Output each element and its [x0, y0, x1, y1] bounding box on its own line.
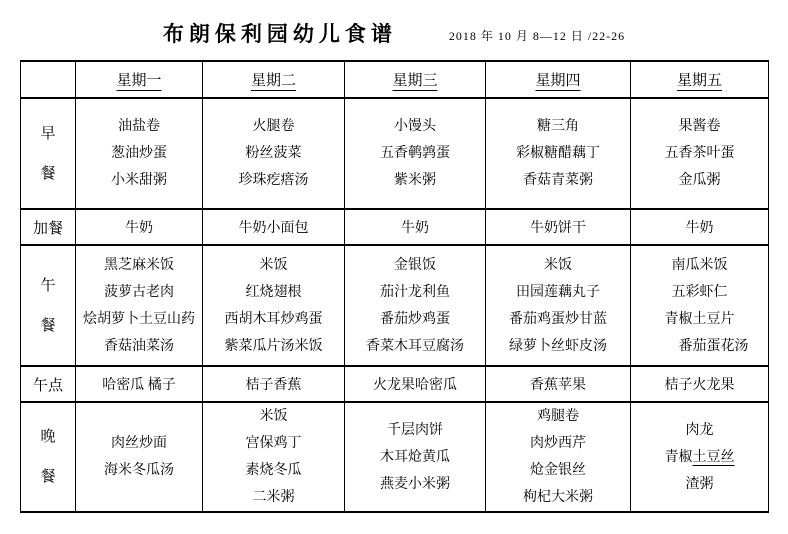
dish-line: 牛奶小面包 — [238, 221, 309, 236]
dish-line: 紫菜瓜片汤米饭 — [224, 338, 323, 354]
menu-cell-afternoon-snack-thu — [486, 366, 631, 402]
menu-cell-afternoon-snack-mon — [76, 366, 203, 402]
dish-line: 黑芝麻米饭 — [104, 257, 174, 273]
dish-line: 宫保鸡丁 — [245, 436, 302, 451]
dish-line: 金银饭 — [394, 257, 436, 273]
menu-cell-dinner-thu — [486, 402, 631, 512]
meal-row-lunch — [21, 245, 769, 366]
header-row — [21, 61, 769, 98]
dish-line: 素烧冬瓜 — [245, 463, 302, 478]
dish-line: 牛奶饼干 — [530, 221, 586, 236]
row-label-line: 餐 — [40, 469, 56, 485]
dish-line: 小馒头 — [394, 119, 436, 134]
menu-cell-dinner-mon — [76, 402, 203, 512]
dish-line: 彩椒糖醋藕丁 — [516, 146, 600, 161]
menu-cell-lunch-mon — [76, 245, 203, 366]
dish-line: 牛奶 — [685, 221, 714, 236]
dish-line: 火腿卷 — [252, 119, 295, 134]
menu-cell-lunch-tue — [203, 245, 345, 366]
dish-line: 枸杞大米粥 — [523, 490, 593, 505]
dish-line: 烩胡萝卜土豆山药 — [83, 311, 195, 327]
dish-line: 番茄炒鸡蛋 — [380, 311, 450, 327]
dish-line: 五香鹌鹑蛋 — [380, 146, 450, 161]
menu-cell-afternoon-snack-tue — [203, 366, 345, 402]
day-header-fri: 星期五 — [631, 61, 769, 98]
menu-cell-lunch-thu — [486, 245, 631, 366]
dish-line: 香菇油菜汤 — [104, 338, 174, 354]
meal-row-morning-snack — [21, 209, 769, 245]
dish-line: 紫米粥 — [394, 173, 436, 188]
dish-line: 油盐卷 — [118, 119, 160, 134]
dish-line: 西胡木耳炒鸡蛋 — [224, 311, 323, 327]
dish-line: 鸡腿卷 — [537, 409, 579, 424]
row-label-morning-snack — [21, 209, 76, 245]
dish-line — [631, 444, 768, 471]
dish-line: 粉丝菠菜 — [245, 146, 302, 161]
menu-cell-morning-snack-mon — [76, 209, 203, 245]
dish-line: 牛奶 — [401, 221, 429, 236]
dish-line: 葱油炒蛋 — [111, 146, 167, 161]
dish-line: 哈密瓜 橘子 — [102, 378, 176, 393]
dish-line: 香菜木耳豆腐汤 — [366, 338, 464, 354]
menu-cell-afternoon-snack-wed — [345, 366, 486, 402]
menu-cell-breakfast-wed — [345, 98, 486, 209]
dish-line: 桔子香蕉 — [245, 378, 302, 393]
row-label-line: 餐 — [40, 317, 56, 334]
page-header — [0, 0, 788, 48]
meal-row-afternoon-snack — [21, 366, 769, 402]
dish-line: 牛奶 — [125, 221, 153, 236]
row-label-afternoon-snack — [21, 366, 76, 402]
dish-line: 火龙果哈密瓜 — [373, 378, 457, 393]
dish-line: 米饭 — [544, 257, 572, 273]
dish-line: 燕麦小米粥 — [380, 476, 450, 492]
day-header-tue: 星期二 — [203, 61, 345, 98]
dish-line: 千层肉饼 — [387, 422, 443, 438]
menu-cell-lunch-wed — [345, 245, 486, 366]
dish-part: 青椒 — [664, 449, 693, 465]
dish-line: 香菇青菜粥 — [523, 173, 593, 188]
dish-line: 菠萝古老肉 — [104, 284, 174, 300]
dish-line: 五彩虾仁 — [671, 284, 728, 300]
dish-line: 木耳炝黄瓜 — [380, 449, 450, 465]
page-title: 布朗保利园幼儿食谱 — [162, 22, 397, 46]
dish-line: 田园莲藕丸子 — [516, 284, 600, 300]
dish-line: 肉丝炒面 — [111, 436, 167, 451]
row-label-line: 午 — [40, 277, 56, 294]
dish-line: 果酱卷 — [678, 119, 721, 134]
menu-cell-breakfast-fri — [631, 98, 769, 209]
row-label-line: 午点 — [32, 377, 63, 394]
dish-line: 米饭 — [259, 409, 288, 424]
dish-line: 金瓜粥 — [678, 173, 721, 188]
dish-line: 糖三角 — [537, 119, 579, 134]
menu-cell-dinner-wed — [345, 402, 486, 512]
dish-line: 香蕉苹果 — [530, 378, 586, 393]
row-label-breakfast — [21, 98, 76, 209]
dish-line: 五香茶叶蛋 — [664, 146, 735, 161]
row-label-dinner — [21, 402, 76, 512]
menu-cell-morning-snack-wed — [345, 209, 486, 245]
row-label-line: 早 — [40, 125, 56, 142]
dish-line: 二米粥 — [252, 490, 295, 505]
dish-line: 红烧翅根 — [245, 284, 302, 300]
dish-line: 肉炒西芹 — [530, 436, 586, 451]
menu-cell-breakfast-thu — [486, 98, 631, 209]
corner-cell — [21, 61, 76, 98]
dish-line: 海米冬瓜汤 — [104, 463, 174, 478]
menu-cell-dinner-fri — [631, 402, 769, 512]
dish-line: 番茄蛋花汤 — [650, 338, 749, 354]
dish-line: 桔子火龙果 — [664, 378, 735, 393]
dish-line: 珍珠疙瘩汤 — [238, 173, 309, 188]
meal-row-breakfast — [21, 98, 769, 209]
day-header-wed: 星期三 — [345, 61, 486, 98]
day-header-mon: 星期一 — [76, 61, 203, 98]
day-header-thu: 星期四 — [486, 61, 631, 98]
menu-cell-morning-snack-fri — [631, 209, 769, 245]
dish-line: 绿萝卜丝虾皮汤 — [509, 338, 607, 354]
menu-cell-dinner-tue — [203, 402, 345, 512]
meal-row-dinner — [21, 402, 769, 512]
menu-cell-afternoon-snack-fri — [631, 366, 769, 402]
menu-cell-breakfast-tue — [203, 98, 345, 209]
menu-cell-breakfast-mon — [76, 98, 203, 209]
dish-line: 番茄鸡蛋炒甘蓝 — [509, 311, 607, 327]
menu-cell-morning-snack-thu — [486, 209, 631, 245]
dish-line: 肉龙 — [685, 422, 714, 438]
dish-line: 南瓜米饭 — [671, 257, 728, 273]
menu-table-body — [21, 98, 769, 512]
date-range: 2018 年 10 月 8—12 日 /22-26 — [448, 28, 626, 43]
dish-line: 炝金银丝 — [530, 463, 586, 478]
row-label-line: 加餐 — [32, 220, 63, 237]
dish-line: 青椒土豆片 — [664, 311, 735, 327]
underlined-dish-part: 土豆丝 — [692, 449, 735, 465]
dish-line: 小米甜粥 — [111, 173, 167, 188]
row-label-line: 晚 — [40, 429, 56, 445]
menu-cell-morning-snack-tue — [203, 209, 345, 245]
dish-line: 米饭 — [259, 257, 288, 273]
dish-line: 茄汁龙利鱼 — [380, 284, 450, 300]
menu-cell-lunch-fri — [631, 245, 769, 366]
menu-table — [20, 60, 769, 513]
dish-line: 渣粥 — [685, 476, 714, 492]
row-label-line: 餐 — [40, 165, 56, 182]
row-label-lunch — [21, 245, 76, 366]
